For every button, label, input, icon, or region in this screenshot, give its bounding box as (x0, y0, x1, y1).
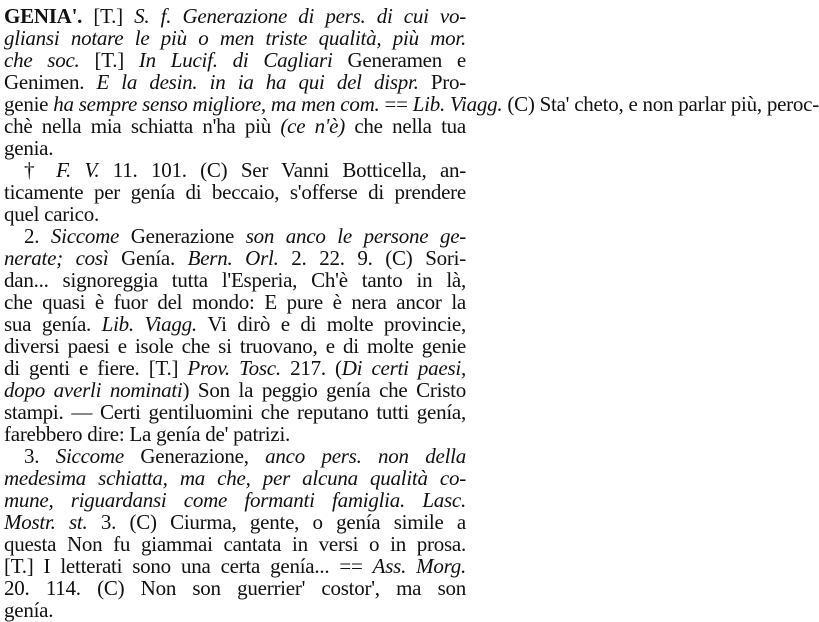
italic-text: son anco le persone ge- (245, 224, 467, 248)
italic-text: F. V. (56, 158, 113, 182)
italic-text: Lib. Viagg. (101, 312, 208, 336)
text-segment: diversi paesi e isole che si truovano, e di molte genie (4, 334, 466, 358)
text-line (4, 312, 466, 336)
text-segment: questa Non fu giammai cantata in versi o in prosa. (4, 532, 466, 556)
text-segment: dan... signoreggia tutta l'Esperia, Ch'è tanto in là, (4, 268, 466, 292)
text-line (4, 488, 466, 512)
text-line (4, 554, 466, 578)
text-segment: 20. 114. (C) Non son guerrier' costor', ma son (4, 576, 466, 600)
italic-text: S. f. Generazione di pers. di cui vo- (134, 4, 466, 28)
text-segment: Generazione (130, 224, 246, 248)
text-segment: Generamen e (347, 48, 466, 72)
text-segment: ) Son la peggio genía che Cristo (182, 378, 466, 402)
text-line (4, 246, 466, 270)
italic-text: (ce n'è) (280, 114, 355, 138)
text-line (4, 48, 466, 72)
text-line (4, 92, 819, 116)
italic-text: ha sempre senso migliore, ma men com. (53, 92, 385, 116)
text-segment: [T.] I letterati sono una certa genía... == (4, 554, 373, 578)
italic-text: Siccome (50, 224, 131, 248)
text-line (4, 532, 466, 556)
text-line (4, 26, 466, 50)
italic-text: che soc. (4, 48, 95, 72)
text-segment: Genía. (121, 246, 188, 270)
text-segment: 3. (C) Ciurma, gente, o genía simile a (100, 510, 466, 534)
text-segment: Generazione, (140, 444, 266, 468)
text-segment: Pro- (430, 70, 466, 94)
italic-text: mune, riguardansi come formanti famiglia. Lasc. (4, 488, 466, 512)
text-segment: 2. 22. 9. (C) Sori- (291, 246, 466, 270)
text-segment: == (384, 92, 413, 116)
italic-text: Bern. Orl. (187, 246, 292, 270)
text-line (4, 510, 466, 534)
text-segment: Vi dirò e di molte provincie, (207, 312, 466, 336)
italic-text: E la desin. in ia ha qui del dispr. (96, 70, 431, 94)
text-line (4, 422, 466, 446)
text-segment: di genti e fiere. [T.] (4, 356, 188, 380)
text-segment: 217. ( (290, 356, 342, 380)
italic-text: Prov. Tosc. (187, 356, 291, 380)
text-line (4, 356, 466, 380)
text-segment: stampi. — Certi gentiluomini che reputano tutti genía, (4, 400, 466, 424)
italic-text: In Lucif. di Cagliari (138, 48, 348, 72)
text-segment: Genimen. (4, 70, 97, 94)
text-segment: 2. (24, 224, 51, 248)
text-segment: [T.] (94, 48, 139, 72)
text-segment: che nella tua (354, 114, 466, 138)
text-line (4, 180, 466, 204)
text-line (4, 4, 466, 28)
text-line (4, 444, 466, 468)
italic-text: medesima schiatta, ma che, per alcuna qualità co- (4, 466, 466, 490)
italic-text: Di certi paesi, (341, 356, 466, 380)
text-line (4, 70, 466, 94)
headword: GENIA'. (4, 4, 94, 28)
text-line (4, 378, 466, 402)
text-line (4, 158, 466, 182)
text-segment: chè nella mia schiatta n'ha più (4, 114, 281, 138)
italic-text: nerate; così (4, 246, 122, 270)
text-segment: genía. (4, 598, 54, 622)
text-segment: (C) Sta' cheto, e non parlar più, peroc- (507, 92, 819, 116)
text-segment: genie (4, 92, 54, 116)
italic-text: Siccome (55, 444, 141, 468)
text-line (4, 224, 466, 248)
italic-text: gliansi notare le più o men triste qualità, più mor. (4, 26, 466, 50)
text-line (4, 466, 466, 490)
text-line (4, 598, 466, 622)
text-segment: 3. (24, 444, 56, 468)
text-segment: farebbero dire: La genía de' patrizi. (4, 422, 291, 446)
italic-text: dopo averli nominati (4, 378, 183, 402)
text-segment: † (24, 158, 57, 182)
italic-text: Lib. Viagg. (412, 92, 508, 116)
italic-text: anco pers. non della (265, 444, 466, 468)
text-segment: che quasi è fuor del mondo: E pure è nera ancor la (4, 290, 466, 314)
text-line (4, 136, 466, 160)
text-segment: genia. (4, 136, 54, 160)
text-line (4, 290, 466, 314)
text-line (4, 400, 466, 424)
text-line (4, 334, 466, 358)
text-line (4, 268, 466, 292)
text-segment: quel carico. (4, 202, 99, 226)
text-segment: sua genía. (4, 312, 102, 336)
text-line (4, 114, 466, 138)
text-line (4, 202, 466, 226)
italic-text: Mostr. st. (4, 510, 101, 534)
text-segment: 11. 101. (C) Ser Vanni Botticella, an- (112, 158, 467, 182)
text-segment: ticamente per genía di beccaio, s'offerse di prendere (4, 180, 466, 204)
italic-text: Ass. Morg. (372, 554, 467, 578)
text-segment: [T.] (93, 4, 135, 28)
text-line (4, 576, 466, 600)
